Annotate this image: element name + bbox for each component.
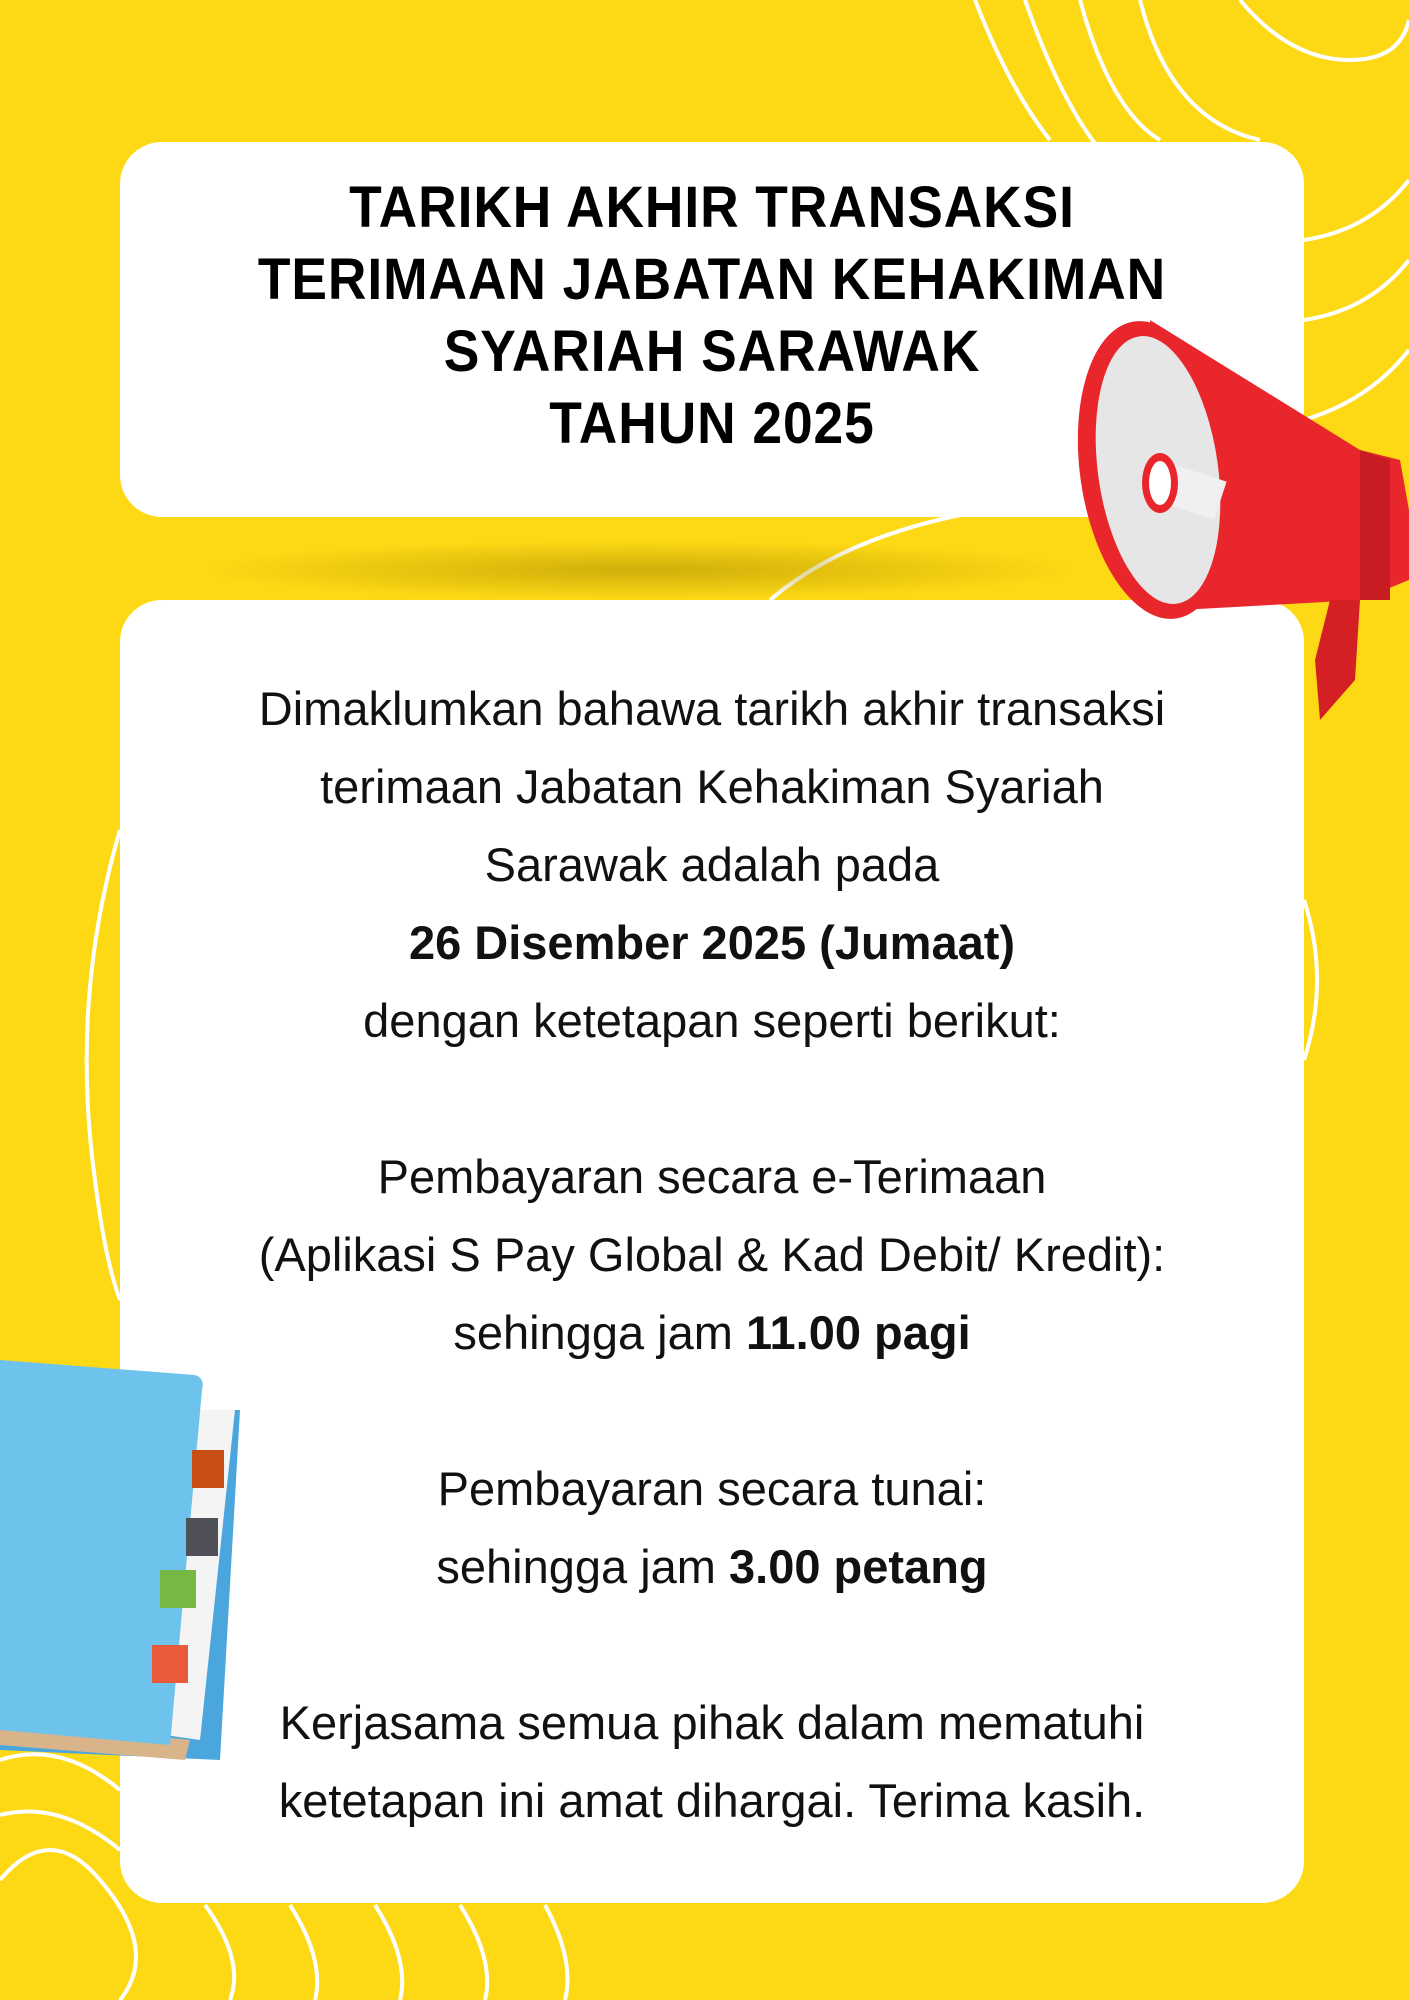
book-icon (0, 1350, 250, 1770)
closing-line: ketetapan ini amat dihargai. Terima kasih. (278, 1774, 1146, 1827)
tunai-prefix: sehingga jam (436, 1540, 730, 1593)
tunai-time: 3.00 petang (729, 1540, 988, 1593)
intro-line: Sarawak adalah pada (484, 838, 940, 891)
intro-line: terimaan Jabatan Kehakiman Syariah (320, 760, 1104, 813)
title-line: SYARIAH SARAWAK (443, 319, 981, 384)
megaphone-icon (1060, 300, 1409, 730)
eterimaan-time: 11.00 pagi (745, 1306, 971, 1359)
closing-line: Kerjasama semua pihak dalam mematuhi (279, 1696, 1145, 1749)
title-line: TERIMAAN JABATAN KEHAKIMAN (257, 247, 1167, 312)
deadline-date: 26 Disember 2025 (Jumaat) (408, 916, 1016, 969)
announcement-card (120, 600, 1304, 1903)
title-line: TAHUN 2025 (549, 391, 875, 456)
announcement-body (120, 670, 1304, 1840)
eterimaan-heading: Pembayaran secara e-Terimaan (377, 1150, 1047, 1203)
intro-end: dengan ketetapan seperti berikut: (363, 994, 1061, 1047)
intro-line: Dimaklumkan bahawa tarikh akhir transaksi (258, 682, 1166, 735)
tunai-heading: Pembayaran secara tunai: (437, 1462, 987, 1515)
title-line: TARIKH AKHIR TRANSAKSI (349, 175, 1075, 240)
card-shadow (190, 540, 1090, 600)
eterimaan-methods: (Aplikasi S Pay Global & Kad Debit/ Kredit): (258, 1228, 1166, 1281)
eterimaan-prefix: sehingga jam (453, 1306, 746, 1359)
